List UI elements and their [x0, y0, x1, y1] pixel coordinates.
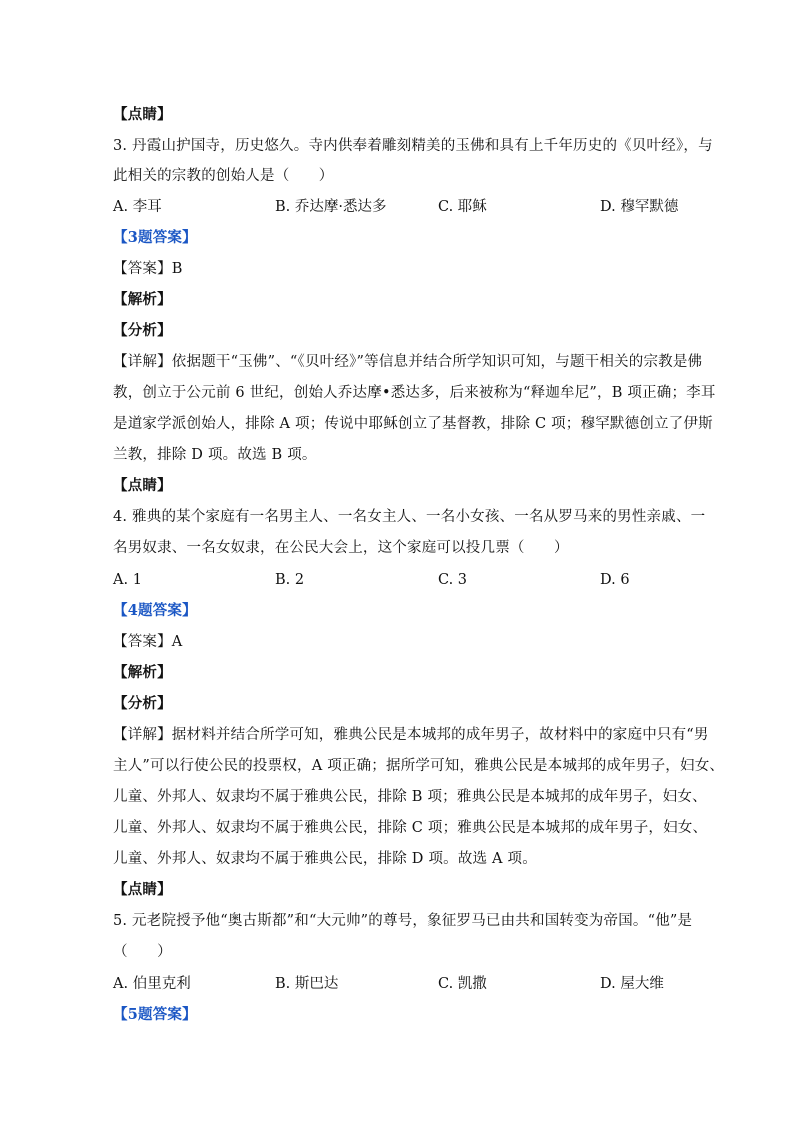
q3-answer-tag: 【3题答案】 [113, 229, 197, 246]
question-5-line-1: 5. 元老院授予他“奥古斯都”和“大元帅”的尊号，象征罗马已由共和国转变为帝国。“他”是 [113, 913, 693, 929]
question-3-line-2: 此相关的宗教的创始人是（ ） [113, 168, 334, 184]
q3-detail-3: 是道家学派创始人，排除 A 项；传说中耶稣创立了基督教，排除 C 项；穆罕默德创立了伊斯 [113, 416, 713, 432]
question-5-line-2: （ ） [113, 944, 172, 960]
q5-option-d: D. 屋大维 [600, 976, 664, 992]
q4-option-b: B. 2 [275, 572, 305, 588]
question-3-line-1: 3. 丹霞山护国寺，历史悠久。寺内供奉着雕刻精美的玉佛和具有上千年历史的《贝叶经》，与 [113, 138, 713, 154]
q5-option-a: A. 伯里克利 [113, 976, 191, 992]
q4-dianjing: 【点睛】 [113, 881, 172, 898]
q4-detail-2: 主人”可以行使公民的投票权，A 项正确；据所学可知，雅典公民是本城邦的成年男子，妇女、 [113, 758, 725, 774]
q4-fenxi: 【分析】 [113, 695, 172, 712]
question-4-line-1: 4. 雅典的某个家庭有一名男主人、一名女主人、一名小女孩、一名从罗马来的男性亲戚、一 [113, 509, 706, 525]
q4-detail-5: 儿童、外邦人、奴隶均不属于雅典公民，排除 D 项。故选 A 项。 [113, 851, 537, 867]
q4-jiexi: 【解析】 [113, 664, 172, 681]
q4-detail-4: 儿童、外邦人、奴隶均不属于雅典公民，排除 C 项；雅典公民是本城邦的成年男子，妇女、 [113, 820, 708, 836]
q3-fenxi: 【分析】 [113, 322, 172, 339]
q3-option-a: A. 李耳 [113, 199, 162, 215]
q3-detail-2: 教，创立于公元前 6 世纪，创始人乔达摩•悉达多，后来被称为“释迦牟尼”，B 项正确；李耳 [113, 385, 716, 401]
q3-option-b: B. 乔达摩·悉达多 [275, 199, 387, 215]
q5-answer-tag: 【5题答案】 [113, 1006, 197, 1023]
q3-option-d: D. 穆罕默德 [600, 199, 679, 215]
q3-detail-1: 【详解】依据题干“玉佛”、“《贝叶经》”等信息并结合所学知识可知，与题干相关的宗教是佛 [113, 354, 703, 370]
q4-answer-tag: 【4题答案】 [113, 602, 197, 619]
q4-detail-3: 儿童、外邦人、奴隶均不属于雅典公民，排除 B 项；雅典公民是本城邦的成年男子，妇女、 [113, 789, 707, 805]
q3-detail-4: 兰教，排除 D 项。故选 B 项。 [113, 447, 317, 463]
q5-option-c: C. 凯撒 [438, 976, 487, 992]
q4-option-d: D. 6 [600, 572, 630, 588]
q5-option-b: B. 斯巴达 [275, 976, 339, 992]
dianjing-heading: 【点睛】 [113, 106, 172, 123]
question-4-line-2: 名男奴隶、一名女奴隶，在公民大会上，这个家庭可以投几票（ ） [113, 540, 569, 556]
q3-answer: 【答案】B [113, 261, 183, 277]
q4-answer: 【答案】A [113, 634, 183, 650]
q4-option-c: C. 3 [438, 572, 468, 588]
q4-detail-1: 【详解】据材料并结合所学可知，雅典公民是本城邦的成年男子，故材料中的家庭中只有“男 [113, 727, 709, 743]
q3-jiexi: 【解析】 [113, 291, 172, 308]
q3-option-c: C. 耶稣 [438, 199, 487, 215]
q3-dianjing: 【点睛】 [113, 477, 172, 494]
q4-option-a: A. 1 [113, 572, 142, 588]
